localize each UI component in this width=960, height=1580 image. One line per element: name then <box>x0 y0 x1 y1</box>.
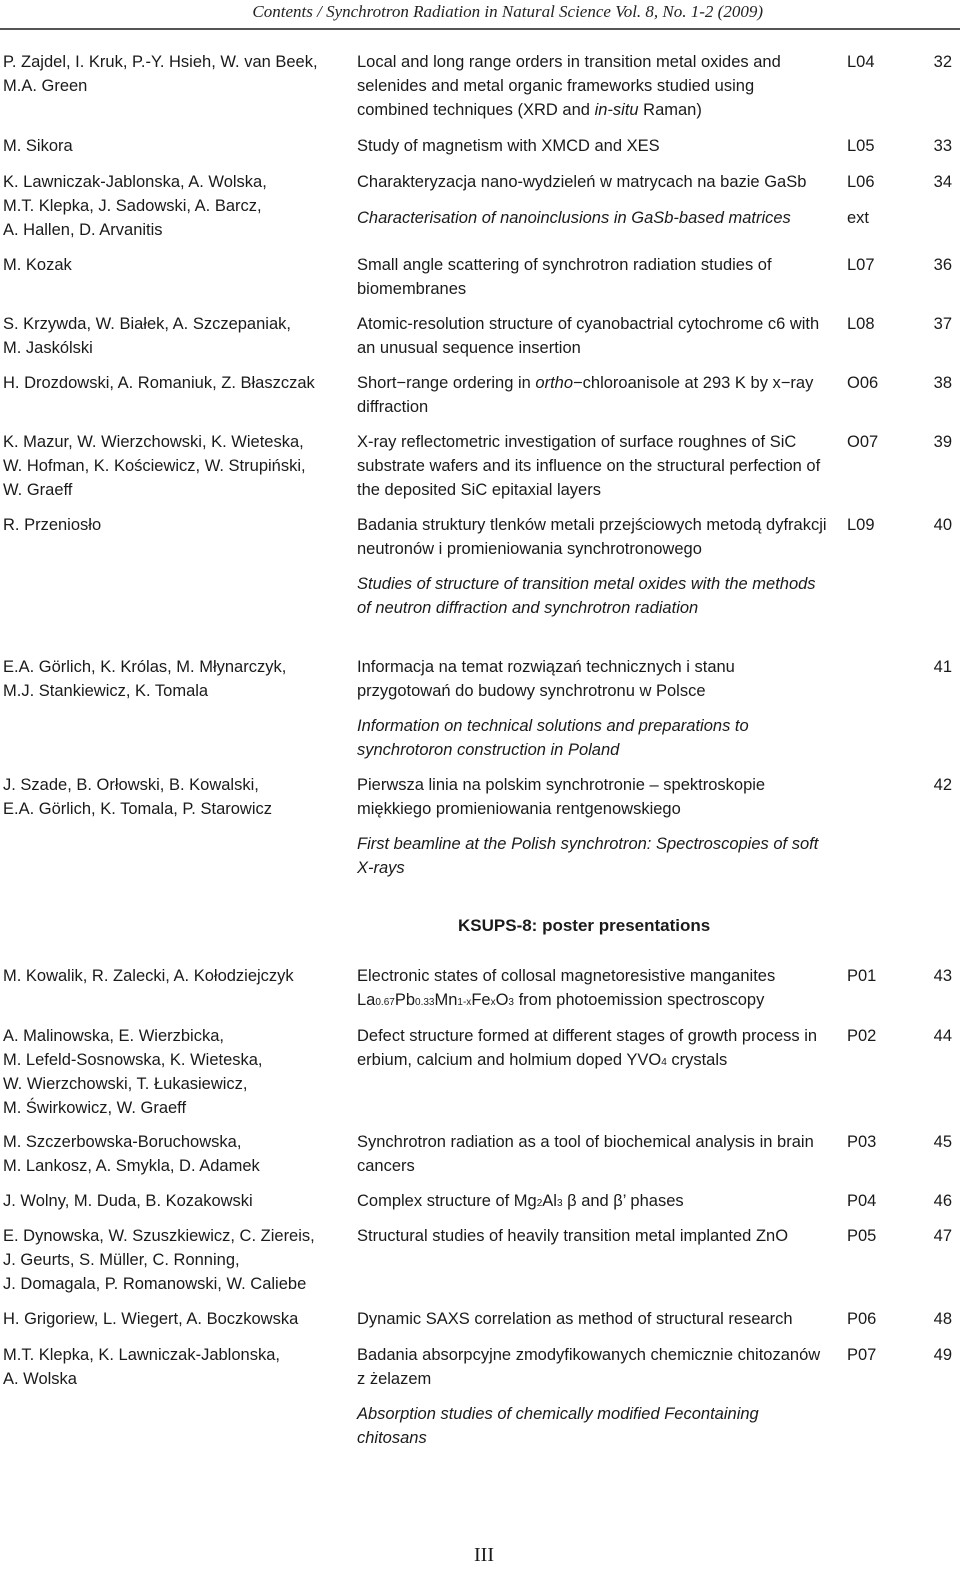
entry-code: P05 <box>847 1227 877 1245</box>
entry-code: P07 <box>847 1346 877 1364</box>
entry-code: P02 <box>847 1027 877 1045</box>
entry-code: L07 <box>847 256 875 274</box>
entry-title: Electronic states of collosal magnetoresistive manganites La0.67Pb0.33Mn1-xFexO3 from photoemission spectroscopy <box>357 967 776 1009</box>
entry-authors: M.T. Klepka, K. Lawniczak-Jablonska, A. Wolska <box>3 1346 280 1388</box>
entry-code: L04 <box>847 53 875 71</box>
entry-title: X-ray reflectometric investigation of surface roughnes of SiC substrate wafers and its influence on the structural perfection of the deposited SiC epitaxial layers <box>357 433 821 499</box>
entry-code: L08 <box>847 315 875 333</box>
entry-code: P01 <box>847 967 877 985</box>
entry-authors: J. Szade, B. Orłowski, B. Kowalski, E.A. Görlich, K. Tomala, P. Starowicz <box>3 776 272 818</box>
entry-title: Pierwsza linia na polskim synchrotronie – spektroskopie miękkiego promieniowania rentgenowskiego <box>357 776 766 818</box>
entry-title: Study of magnetism with XMCD and XES <box>357 137 660 155</box>
entry-title-english: Studies of structure of transition metal oxides with the methods of neutron diffraction and synchrotron radiation <box>357 575 816 617</box>
entry-page: 41 <box>933 658 952 676</box>
entry-title: Atomic-resolution structure of cyanobactrial cytochrome c6 with an unusual sequence insertion <box>357 315 820 357</box>
entry-code: L05 <box>847 137 875 155</box>
entry-authors: S. Krzywda, W. Białek, A. Szczepaniak, M. Jaskólski <box>3 315 291 357</box>
entry-authors: P. Zajdel, I. Kruk, P.-Y. Hsieh, W. van Beek, M.A. Green <box>3 53 318 95</box>
entry-authors: M. Szczerbowska-Boruchowska, M. Lankosz, A. Smykla, D. Adamek <box>3 1133 260 1175</box>
entry-page: 38 <box>933 374 952 392</box>
entry-code: L09 <box>847 516 875 534</box>
page-number: III <box>474 1544 494 1566</box>
entry-title-english: Characterisation of nanoinclusions in GaSb-based matrices <box>357 209 791 227</box>
entry-title: Complex structure of Mg2Al3 β and β’ phases <box>357 1192 684 1210</box>
entry-page: 45 <box>933 1133 952 1151</box>
entry-title: Short−range ordering in ortho−chloroanisole at 293 K by x−ray diffraction <box>357 374 814 416</box>
section-title: KSUPS-8: poster presentations <box>458 916 711 935</box>
header-rule <box>0 28 960 30</box>
entry-page: 46 <box>933 1192 952 1210</box>
entry-page: 42 <box>933 776 952 794</box>
entry-page: 43 <box>933 967 952 985</box>
entry-page: 49 <box>933 1346 952 1364</box>
entry-code: O06 <box>847 374 879 392</box>
entry-title: Structural studies of heavily transition metal implanted ZnO <box>357 1227 789 1245</box>
entry-code-ext: ext <box>847 209 870 227</box>
entry-authors: K. Lawniczak-Jablonska, A. Wolska, M.T. Klepka, J. Sadowski, A. Barcz, A. Hallen, D. Arvanitis <box>3 173 267 239</box>
entry-title: Informacja na temat rozwiązań technicznych i stanu przygotowań do budowy synchrotronu w Polsce <box>357 658 735 700</box>
entry-authors: M. Kozak <box>3 256 72 274</box>
entry-title: Local and long range orders in transition metal oxides and selenides and metal organic frameworks studied using combined techniques (XRD and in-situ Raman) <box>357 53 781 119</box>
entry-authors: E.A. Görlich, K. Królas, M. Młynarczyk, M.J. Stankiewicz, K. Tomala <box>3 658 287 700</box>
entry-code: O07 <box>847 433 879 451</box>
entry-code: P03 <box>847 1133 877 1151</box>
entry-code: L06 <box>847 173 875 191</box>
entry-page: 32 <box>933 53 952 71</box>
entry-code: P04 <box>847 1192 877 1210</box>
entry-authors: H. Grigoriew, L. Wiegert, A. Boczkowska <box>3 1310 299 1328</box>
entry-authors: K. Mazur, W. Wierzchowski, K. Wieteska, W. Hofman, K. Kościewicz, W. Strupiński, W. Graeff <box>3 433 306 499</box>
entry-page: 36 <box>933 256 952 274</box>
entry-page: 48 <box>933 1310 952 1328</box>
entry-page: 37 <box>933 315 952 333</box>
entry-title: Small angle scattering of synchrotron radiation studies of biomembranes <box>357 256 772 298</box>
entry-page: 40 <box>933 516 952 534</box>
entry-page: 39 <box>933 433 952 451</box>
entry-authors: H. Drozdowski, A. Romaniuk, Z. Błaszczak <box>3 374 315 392</box>
entry-authors: M. Sikora <box>3 137 73 155</box>
running-header: Contents / Synchrotron Radiation in Natural Science Vol. 8, No. 1-2 (2009) <box>252 2 763 21</box>
entry-title: Badania absorpcyjne zmodyfikowanych chemicznie chitozanów z żelazem <box>357 1346 821 1388</box>
entry-page: 34 <box>933 173 952 191</box>
entry-authors: E. Dynowska, W. Szuszkiewicz, C. Ziereis, J. Geurts, S. Müller, C. Ronning, J. Domagala, P. Romanowski, W. Caliebe <box>3 1227 315 1293</box>
entry-authors: J. Wolny, M. Duda, B. Kozakowski <box>3 1192 253 1210</box>
entry-title: Badania struktury tlenków metali przejściowych metodą dyfrakcji neutronów i promieniowania synchrotronowego <box>357 516 827 558</box>
entry-title: Defect structure formed at different stages of growth process in erbium, calcium and holmium doped YVO4 crystals <box>357 1027 818 1069</box>
entry-title: Dynamic SAXS correlation as method of structural research <box>357 1310 793 1328</box>
entry-page: 33 <box>933 137 952 155</box>
entry-page: 47 <box>933 1227 952 1245</box>
entry-title-english: Information on technical solutions and preparations to synchrotoron construction in Poland <box>357 717 749 759</box>
entry-authors: M. Kowalik, R. Zalecki, A. Kołodziejczyk <box>3 967 294 985</box>
entry-authors: R. Przeniosło <box>3 516 102 534</box>
entry-title: Synchrotron radiation as a tool of biochemical analysis in brain cancers <box>357 1133 814 1175</box>
entry-title-english: First beamline at the Polish synchrotron: Spectroscopies of soft X-rays <box>357 835 819 877</box>
entry-title: Charakteryzacja nano-wydzieleń w matrycach na bazie GaSb <box>357 173 807 191</box>
entry-title-english: Absorption studies of chemically modified Fecontaining chitosans <box>357 1405 759 1447</box>
entry-authors: A. Malinowska, E. Wierzbicka, M. Lefeld-Sosnowska, K. Wieteska, W. Wierzchowski, T. Łukasiewicz, M. Świrkowicz, W. Graeff <box>3 1027 263 1117</box>
entry-page: 44 <box>933 1027 952 1045</box>
entry-code: P06 <box>847 1310 877 1328</box>
